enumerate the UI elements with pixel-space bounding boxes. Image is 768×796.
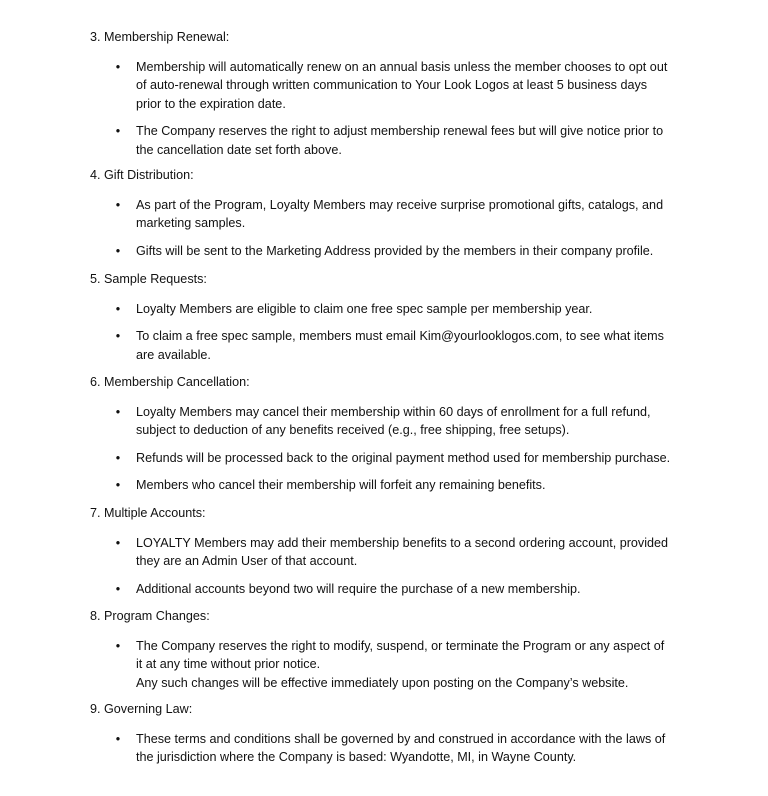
bullet-icon: •: [115, 581, 121, 596]
item-line: These terms and conditions shall be governed by and construed in accordance with the laws of: [136, 731, 666, 746]
list-item: [90, 58, 690, 114]
list-item: [90, 122, 690, 159]
item-line: Members who cancel their membership will forfeit any remaining benefits.: [136, 478, 546, 492]
item-line: Additional accounts beyond two will require the purchase of a new membership.: [136, 581, 581, 596]
section-heading: 4. Gift Distribution:: [90, 168, 194, 182]
list-item: [90, 476, 690, 495]
bullet-icon: •: [115, 329, 121, 343]
section-membership-cancellation: [90, 373, 690, 495]
section-heading: 6. Membership Cancellation:: [90, 375, 250, 389]
bullet-list: [90, 637, 690, 693]
item-line: marketing samples.: [136, 216, 246, 230]
bullet-icon: •: [115, 731, 121, 746]
item-line: subject to deduction of any benefits received (e.g., free shipping, free setups).: [136, 423, 570, 437]
item-line: LOYALTY Members may add their membership benefits to a second ordering account, provided: [136, 535, 669, 550]
bullet-list: [90, 196, 690, 261]
section-program-changes: [90, 607, 690, 692]
item-line: Refunds will be processed back to the original payment method used for membership purchase.: [136, 450, 671, 465]
item-line: of auto-renewal through written communication to Your Look Logos at least 5 business days: [136, 78, 648, 92]
list-item: [90, 449, 690, 468]
list-item: [90, 300, 690, 319]
section-heading: 3. Membership Renewal:: [90, 30, 230, 44]
list-item: [90, 403, 690, 440]
bullet-icon: •: [115, 535, 121, 550]
list-item: [90, 580, 690, 599]
bullet-icon: •: [115, 243, 121, 258]
list-item: [90, 730, 690, 767]
bullet-list: [90, 58, 690, 160]
section-membership-renewal: [90, 28, 690, 159]
section-sample-requests: [90, 270, 690, 364]
bullet-list: [90, 730, 690, 767]
section-gift-distribution: [90, 166, 690, 260]
section-multiple-accounts: [90, 504, 690, 598]
list-item: [90, 242, 690, 261]
list-item: [90, 327, 690, 364]
item-line: Gifts will be sent to the Marketing Address provided by the members in their company profile.: [136, 243, 654, 258]
bullet-list: [90, 403, 690, 495]
bullet-icon: •: [115, 197, 121, 212]
bullet-list: [90, 534, 690, 599]
item-line: Any such changes will be effective immediately upon posting on the Company’s website.: [136, 675, 629, 690]
list-item: [90, 534, 690, 571]
item-line: As part of the Program, Loyalty Members may receive surprise promotional gifts, catalogs, and: [136, 197, 664, 212]
bullet-icon: •: [115, 404, 121, 419]
item-line: the cancellation date set forth above.: [136, 142, 342, 157]
item-line: it at any time without prior notice.: [136, 657, 321, 671]
item-line: the jurisdiction where the Company is based: Wyandotte, MI, in Wayne County.: [136, 750, 577, 764]
list-item: [90, 196, 690, 233]
item-line: prior to the expiration date.: [136, 96, 286, 111]
item-line: To claim a free spec sample, members must email Kim@yourlooklogos.com, to see what items: [136, 329, 664, 343]
bullet-icon: •: [115, 478, 121, 492]
section-heading: 9. Governing Law:: [90, 702, 193, 716]
list-item: [90, 637, 690, 693]
item-line: The Company reserves the right to adjust membership renewal fees but will give notice prior to: [136, 124, 664, 138]
section-heading: 5. Sample Requests:: [90, 272, 207, 286]
item-line: they are an Admin User of that account.: [136, 554, 358, 568]
item-line: are available.: [136, 347, 211, 362]
section-governing-law: [90, 700, 690, 767]
bullet-icon: •: [115, 124, 121, 138]
section-heading: 7. Multiple Accounts:: [90, 506, 206, 520]
bullet-icon: •: [115, 638, 121, 653]
item-line: Loyalty Members may cancel their membership within 60 days of enrollment for a full refund,: [136, 404, 651, 419]
bullet-icon: •: [115, 450, 121, 465]
item-line: Loyalty Members are eligible to claim one free spec sample per membership year.: [136, 301, 593, 316]
section-heading: 8. Program Changes:: [90, 609, 210, 623]
bullet-icon: •: [115, 59, 121, 74]
bullet-list: [90, 300, 690, 365]
item-line: The Company reserves the right to modify, suspend, or terminate the Program or any aspect of: [136, 638, 665, 653]
bullet-icon: •: [115, 301, 121, 316]
item-line: Membership will automatically renew on an annual basis unless the member chooses to opt out: [136, 59, 668, 74]
